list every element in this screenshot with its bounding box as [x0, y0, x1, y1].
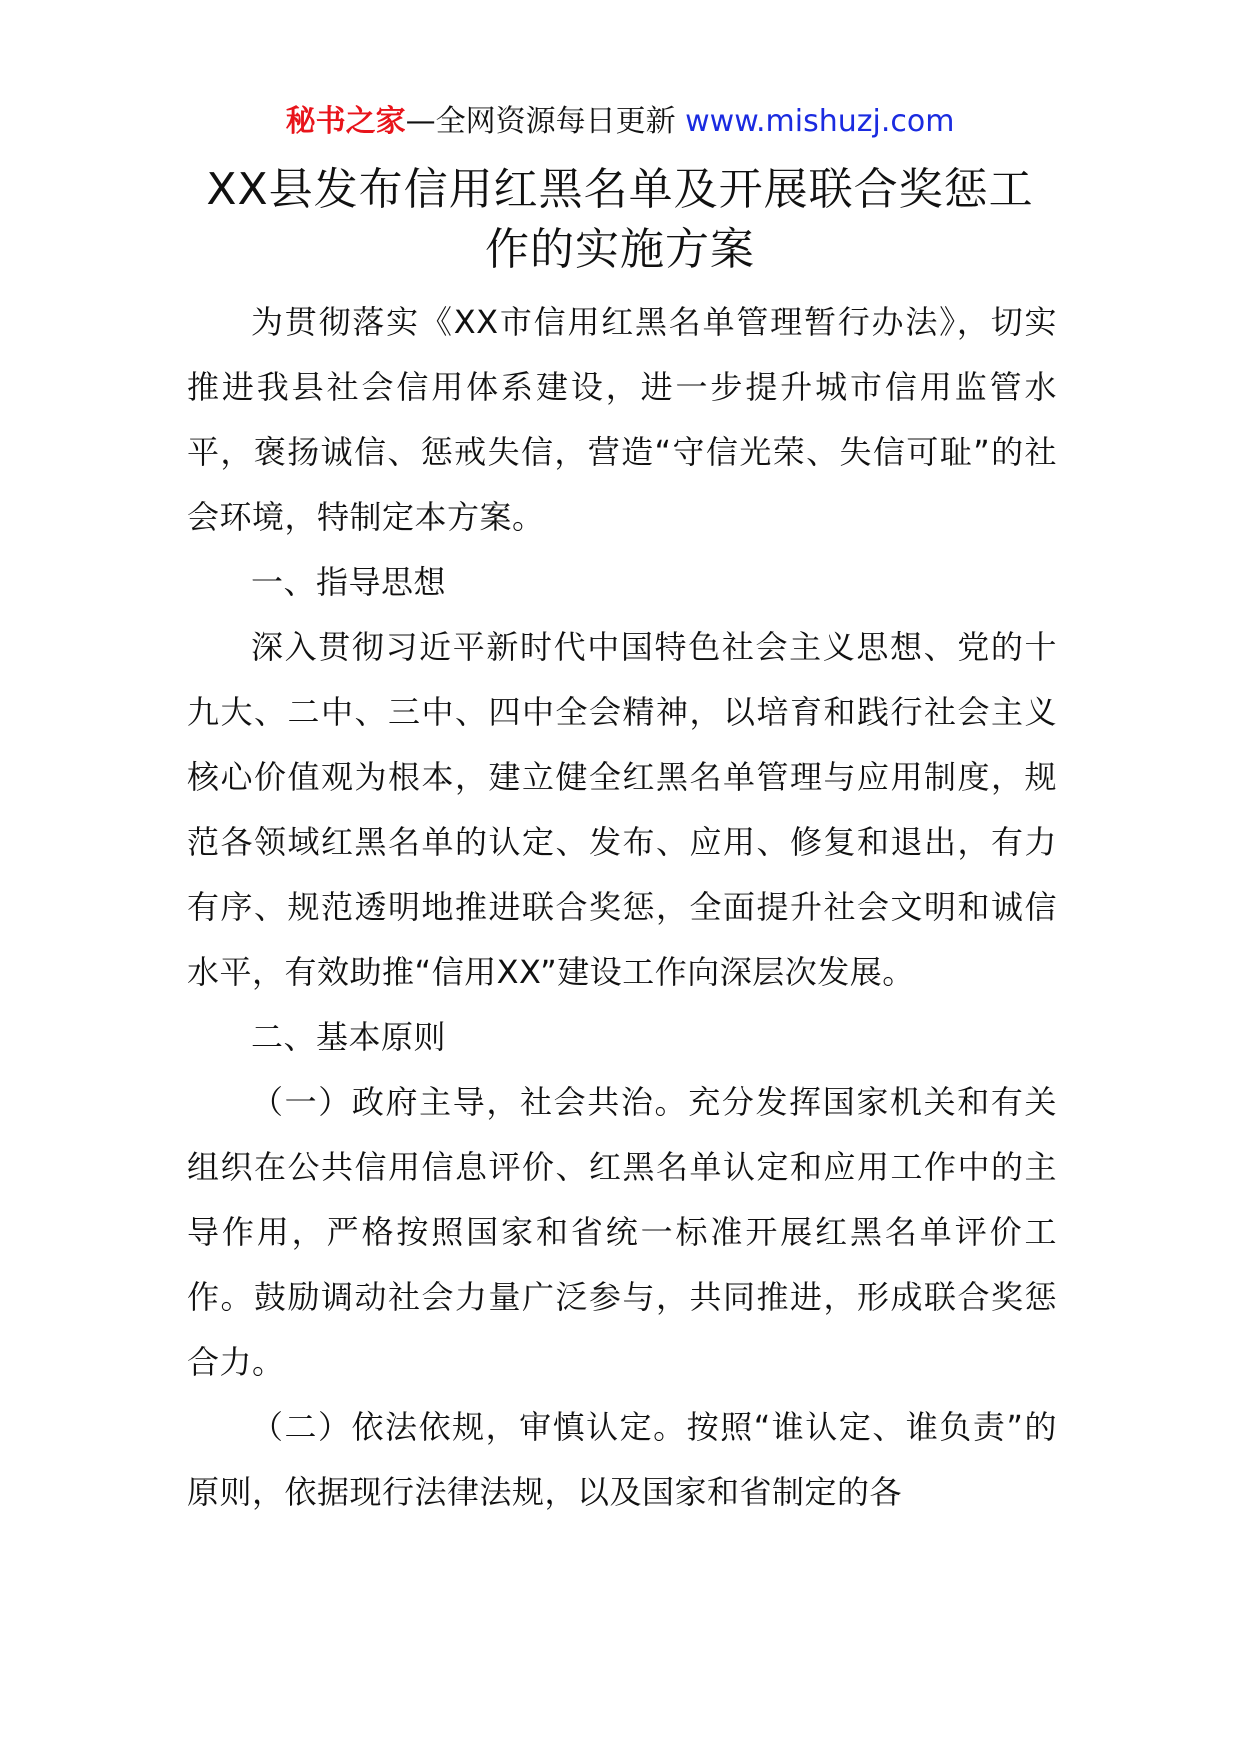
title-line-1: XX县发布信用红黑名单及开展联合奖惩工	[206, 164, 1034, 215]
section-heading-basic-principles: 二、基本原则	[251, 1018, 447, 1056]
site-tagline: —全网资源每日更新	[405, 104, 686, 139]
site-header	[0, 100, 1240, 144]
principle-1-paragraph: （一）政府主导，社会共治。充分发挥国家机关和有关组织在公共信用信息评价、红黑名单认定和应用工作中的主导作用，严格按照国家和省统一标准开展红黑名单评价工作。鼓励调动社会力量广泛参与，共同推进，形成联合奖惩合力。	[187, 1083, 1057, 1381]
intro-paragraph: 为贯彻落实《XX市信用红黑名单管理暂行办法》，切实推进我县社会信用体系建设，进一步提升城市信用监管水平，褒扬诚信、惩戒失信，营造“守信光荣、失信可耻”的社会环境，特制定本方案。	[187, 303, 1057, 536]
document-body	[187, 290, 1057, 1525]
site-url-link[interactable]: www.mishuzj.com	[685, 104, 955, 139]
site-brand: 秘书之家	[285, 104, 406, 139]
document-title	[150, 160, 1090, 280]
section-heading-guiding-ideology: 一、指导思想	[251, 563, 447, 601]
principle-2-paragraph: （二）依法依规，审慎认定。按照“谁认定、谁负责”的原则，依据现行法律法规，以及国家和省制定的各	[187, 1408, 1057, 1511]
guiding-ideology-paragraph: 深入贯彻习近平新时代中国特色社会主义思想、党的十九大、二中、三中、四中全会精神，以培育和践行社会主义核心价值观为根本，建立健全红黑名单管理与应用制度，规范各领域红黑名单的认定、发布、应用、修复和退出，有力有序、规范透明地推进联合奖惩，全面提升社会文明和诚信水平，有效助推“信用XX”建设工作向深层次发展。	[187, 628, 1057, 991]
title-line-2: 作的实施方案	[485, 224, 755, 275]
